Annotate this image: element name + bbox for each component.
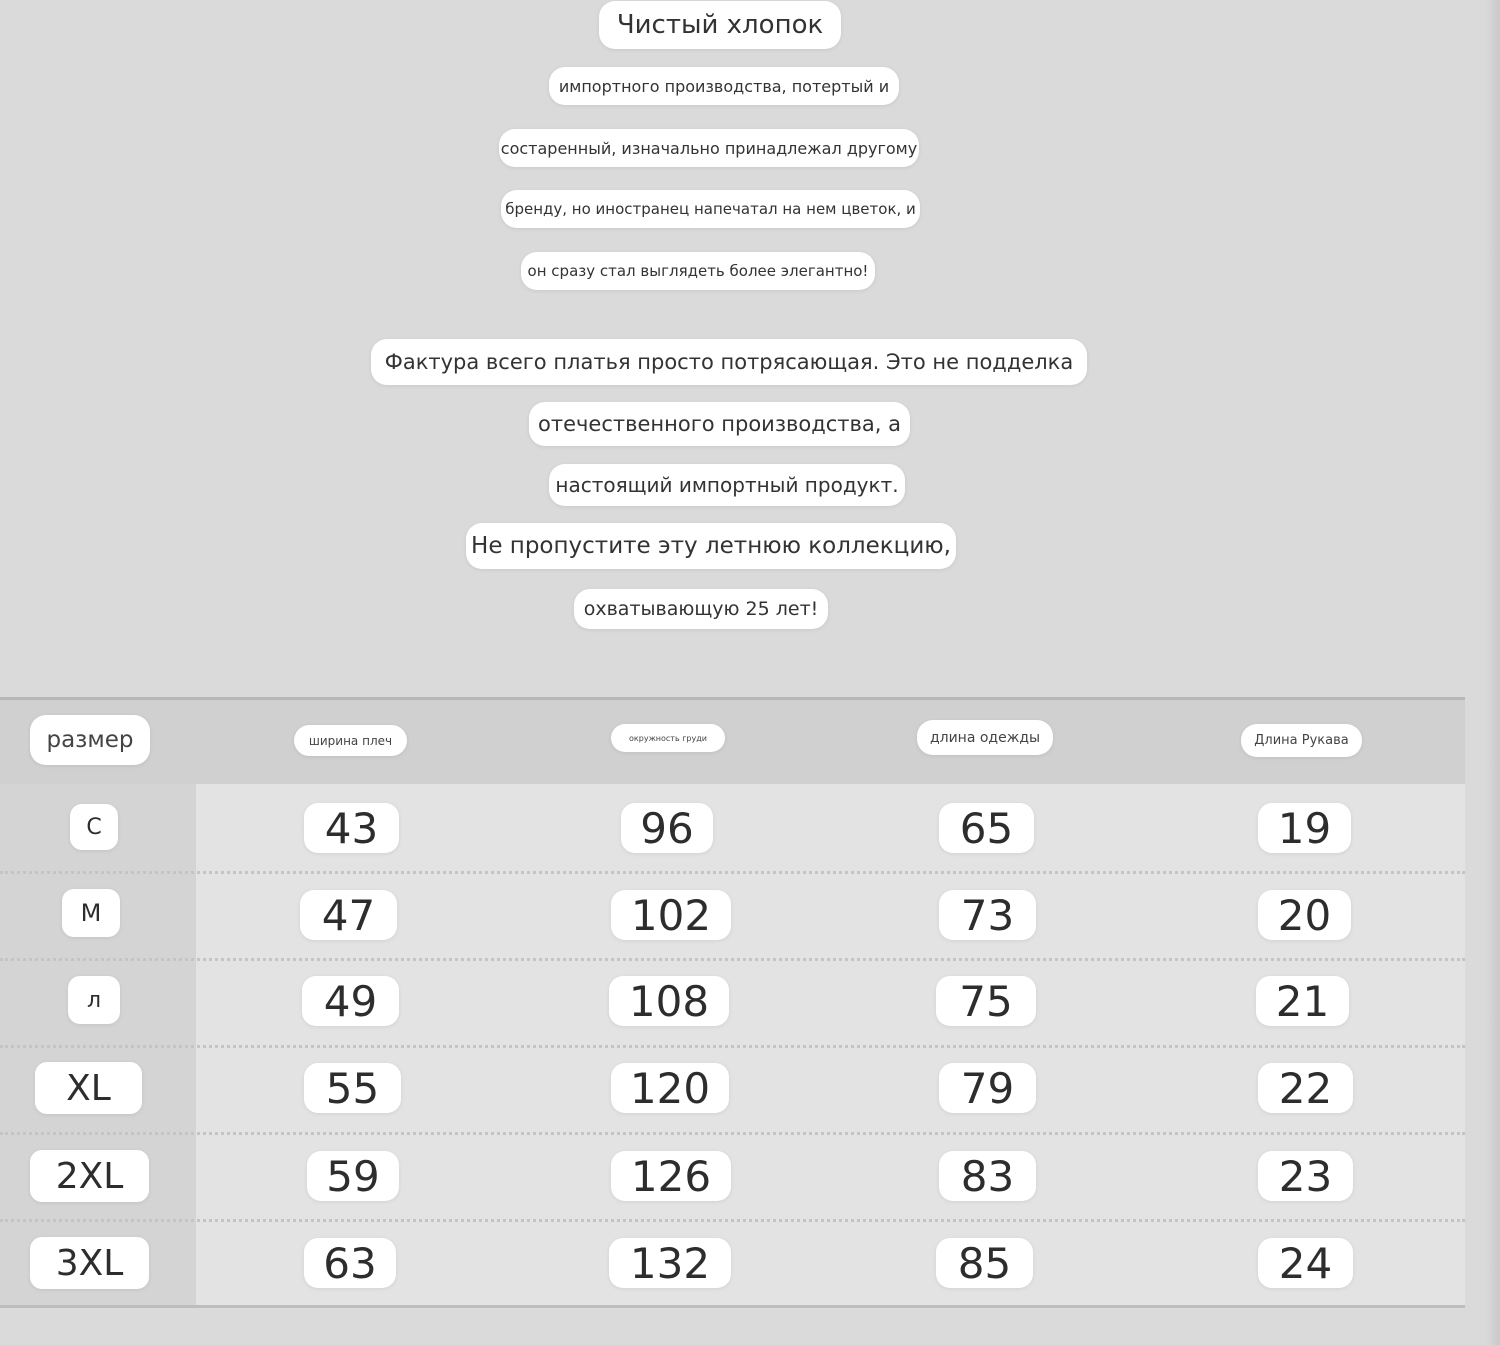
length-value bbox=[939, 803, 1034, 853]
shoulder-width-value bbox=[302, 976, 399, 1026]
right-edge-shadow bbox=[1486, 0, 1500, 1345]
cell-value: 23 bbox=[1278, 1151, 1333, 1201]
intro-line-7 bbox=[549, 464, 905, 506]
length-value bbox=[939, 890, 1036, 940]
cell-value: 96 bbox=[640, 803, 694, 853]
header-sleeve-length bbox=[1241, 724, 1362, 757]
cell-value: 19 bbox=[1277, 803, 1332, 853]
cell-value: 85 bbox=[957, 1238, 1012, 1288]
intro-line-5 bbox=[371, 339, 1087, 385]
intro-line-text: бренду, но иностранец напечатал на нем цветок, и bbox=[505, 200, 916, 218]
cell-value: 108 bbox=[628, 976, 710, 1026]
intro-line-6 bbox=[529, 402, 910, 446]
sleeve-value bbox=[1258, 1151, 1353, 1201]
cell-value: 47 bbox=[321, 890, 376, 940]
size-label: 2XL bbox=[55, 1155, 124, 1197]
chest-value bbox=[621, 803, 713, 853]
header-label: размер bbox=[46, 727, 134, 753]
row-separator bbox=[0, 1219, 1465, 1222]
chest-value bbox=[609, 1238, 731, 1288]
cell-value: 73 bbox=[960, 890, 1015, 940]
length-value bbox=[936, 976, 1036, 1026]
cell-value: 126 bbox=[630, 1151, 712, 1201]
size-cell-m bbox=[62, 889, 120, 937]
header-shoulder-width bbox=[294, 725, 407, 756]
cell-value: 24 bbox=[1278, 1238, 1333, 1288]
row-separator bbox=[0, 1045, 1465, 1048]
cell-value: 63 bbox=[323, 1238, 377, 1288]
intro-line-text: состаренный, изначально принадлежал другому bbox=[500, 138, 918, 158]
size-label: М bbox=[80, 899, 102, 927]
table-bottom-rule bbox=[0, 1305, 1465, 1308]
header-label: Длина Рукава bbox=[1254, 733, 1349, 748]
intro-line-2 bbox=[499, 129, 919, 167]
cell-value: 102 bbox=[630, 890, 712, 940]
sleeve-value bbox=[1256, 976, 1349, 1026]
header-size bbox=[30, 715, 150, 765]
cell-value: 49 bbox=[323, 976, 378, 1026]
length-value bbox=[939, 1151, 1036, 1201]
size-table bbox=[0, 697, 1465, 1309]
cell-value: 79 bbox=[960, 1063, 1015, 1113]
shoulder-width-value bbox=[300, 890, 397, 940]
chest-value bbox=[609, 976, 729, 1026]
size-label: 3XL bbox=[55, 1242, 124, 1284]
cell-value: 20 bbox=[1277, 890, 1332, 940]
header-chest-circumference bbox=[611, 724, 725, 752]
size-cell-xl bbox=[35, 1062, 142, 1114]
length-value bbox=[936, 1238, 1033, 1288]
size-label: л bbox=[86, 987, 102, 1013]
cell-value: 75 bbox=[959, 976, 1013, 1026]
cell-value: 120 bbox=[629, 1063, 711, 1113]
size-label: С bbox=[86, 814, 102, 840]
header-garment-length bbox=[917, 720, 1053, 755]
intro-line-8 bbox=[466, 523, 956, 569]
row-separator bbox=[0, 958, 1465, 961]
cell-value: 132 bbox=[629, 1238, 711, 1288]
cell-value: 59 bbox=[326, 1151, 380, 1201]
header-label: окружность груди bbox=[629, 733, 707, 743]
intro-line-1 bbox=[549, 67, 899, 105]
size-cell-s bbox=[70, 804, 118, 850]
intro-line-text: Не пропустите эту летнюю коллекцию, bbox=[471, 533, 951, 559]
chest-value bbox=[611, 1063, 729, 1113]
sleeve-value bbox=[1258, 1063, 1353, 1113]
chest-value bbox=[611, 890, 731, 940]
cell-value: 22 bbox=[1278, 1063, 1333, 1113]
shoulder-width-value bbox=[304, 803, 399, 853]
intro-line-4 bbox=[521, 252, 875, 290]
cell-value: 21 bbox=[1275, 976, 1330, 1026]
intro-line-text: Фактура всего платья просто потрясающая. Это не подделка bbox=[384, 350, 1074, 374]
sleeve-value bbox=[1258, 1238, 1353, 1288]
size-label: XL bbox=[66, 1067, 111, 1109]
header-label: длина одежды bbox=[929, 729, 1041, 746]
sleeve-value bbox=[1258, 803, 1351, 853]
header-label: ширина плеч bbox=[308, 733, 393, 748]
size-cell-l bbox=[68, 976, 120, 1024]
intro-line-9 bbox=[574, 589, 828, 629]
row-separator bbox=[0, 871, 1465, 874]
chest-value bbox=[611, 1151, 731, 1201]
intro-line-text: импортного производства, потертый и bbox=[558, 76, 890, 96]
size-cell-2xl bbox=[30, 1150, 149, 1202]
intro-line-text: отечественного производства, а bbox=[538, 412, 901, 436]
cell-value: 55 bbox=[325, 1063, 380, 1113]
cell-value: 43 bbox=[324, 803, 379, 853]
title-pill bbox=[599, 1, 841, 49]
shoulder-width-value bbox=[304, 1063, 401, 1113]
size-cell-3xl bbox=[30, 1237, 149, 1289]
cell-value: 83 bbox=[960, 1151, 1015, 1201]
intro-line-text: охватывающую 25 лет! bbox=[583, 598, 819, 620]
cell-value: 65 bbox=[959, 803, 1014, 853]
intro-line-text: настоящий импортный продукт. bbox=[555, 473, 899, 497]
row-separator bbox=[0, 1132, 1465, 1135]
length-value bbox=[939, 1063, 1036, 1113]
shoulder-width-value bbox=[307, 1151, 399, 1201]
sleeve-value bbox=[1258, 890, 1351, 940]
title-text: Чистый хлопок bbox=[616, 10, 824, 40]
shoulder-width-value bbox=[304, 1238, 396, 1288]
intro-line-3 bbox=[501, 190, 920, 228]
intro-line-text: он сразу стал выглядеть более элегантно! bbox=[527, 262, 869, 280]
